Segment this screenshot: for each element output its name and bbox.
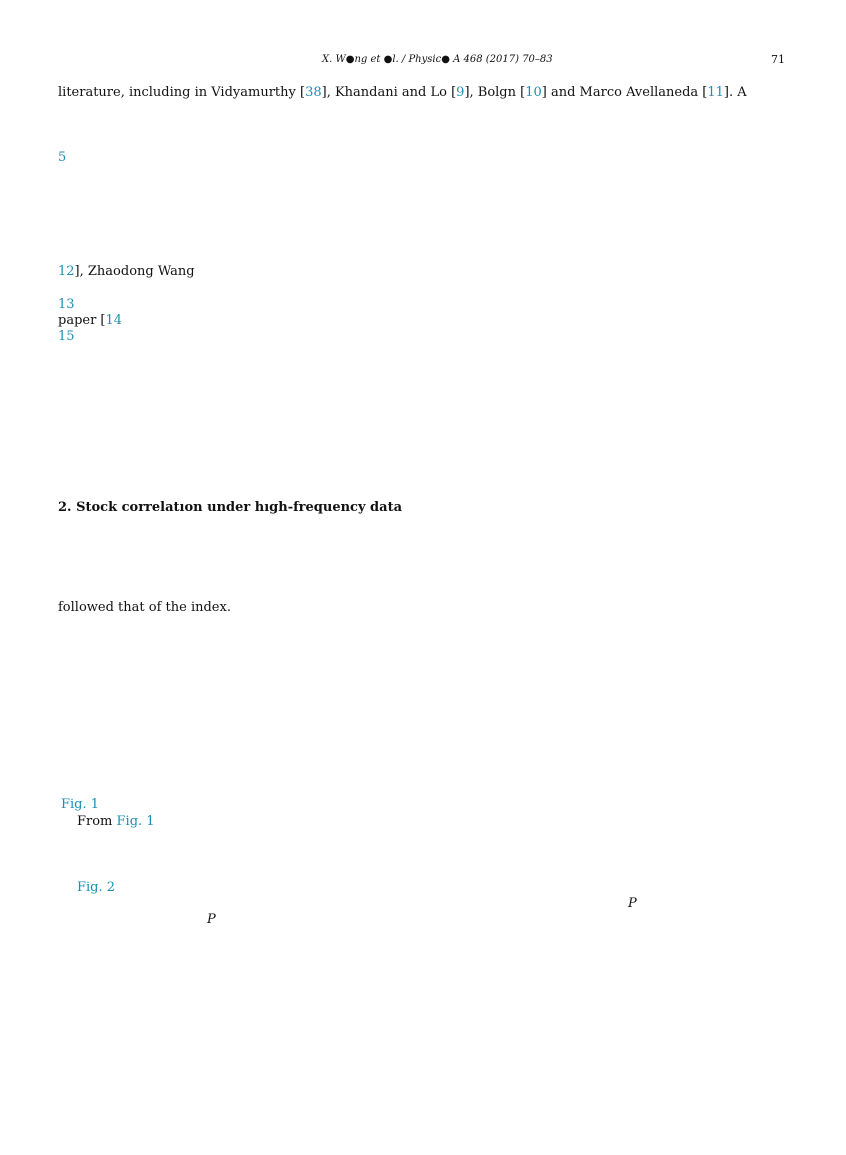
page-number: 71	[771, 53, 785, 66]
intro-text: literature, including in Vidyamurthy [	[58, 85, 306, 100]
paper-text: paper [	[58, 313, 106, 328]
text-after-11: ]. A	[723, 85, 747, 100]
text-after-12: ], Zhaodong Wang	[74, 264, 195, 279]
citation-link-11[interactable]: 11	[707, 85, 724, 100]
text-after-9: ], Bolgn [	[464, 85, 526, 100]
text-line-followed: followed that of the index.	[58, 600, 231, 615]
figure-link-fig1[interactable]: Fig. 1	[61, 797, 100, 812]
citation-link-38[interactable]: 38	[305, 85, 322, 100]
line-number-5[interactable]: 5	[58, 150, 67, 165]
text-after-10: ] and Marco Avellaneda [	[541, 85, 708, 100]
line-number-15[interactable]: 15	[58, 329, 75, 344]
figure-link-fig2[interactable]: Fig. 2	[77, 880, 116, 895]
text-after-38: ], Khandani and Lo [	[321, 85, 457, 100]
from-text: From	[77, 814, 117, 829]
math-symbol-p: P	[207, 912, 216, 927]
line-number-13[interactable]: 13	[58, 297, 75, 312]
citation-link-9[interactable]: 9	[456, 85, 465, 100]
text-line-from	[77, 814, 155, 830]
running-head: X. W●ng et ●l. / Physic● A 468 (2017) 70–83	[322, 54, 553, 65]
citation-link-10[interactable]: 10	[525, 85, 542, 100]
text-line-paper	[58, 313, 122, 329]
citation-link-12[interactable]: 12	[58, 264, 75, 279]
text-line-zhaodong	[58, 264, 195, 280]
citation-link-14[interactable]: 14	[105, 313, 123, 328]
section-heading: 2. Stock correlatıon under hıgh-frequency data	[58, 500, 402, 515]
text-line-intro	[58, 85, 747, 101]
math-symbol-p: P	[628, 896, 637, 911]
figure-link-fig1-inline[interactable]: Fig. 1	[116, 814, 155, 829]
